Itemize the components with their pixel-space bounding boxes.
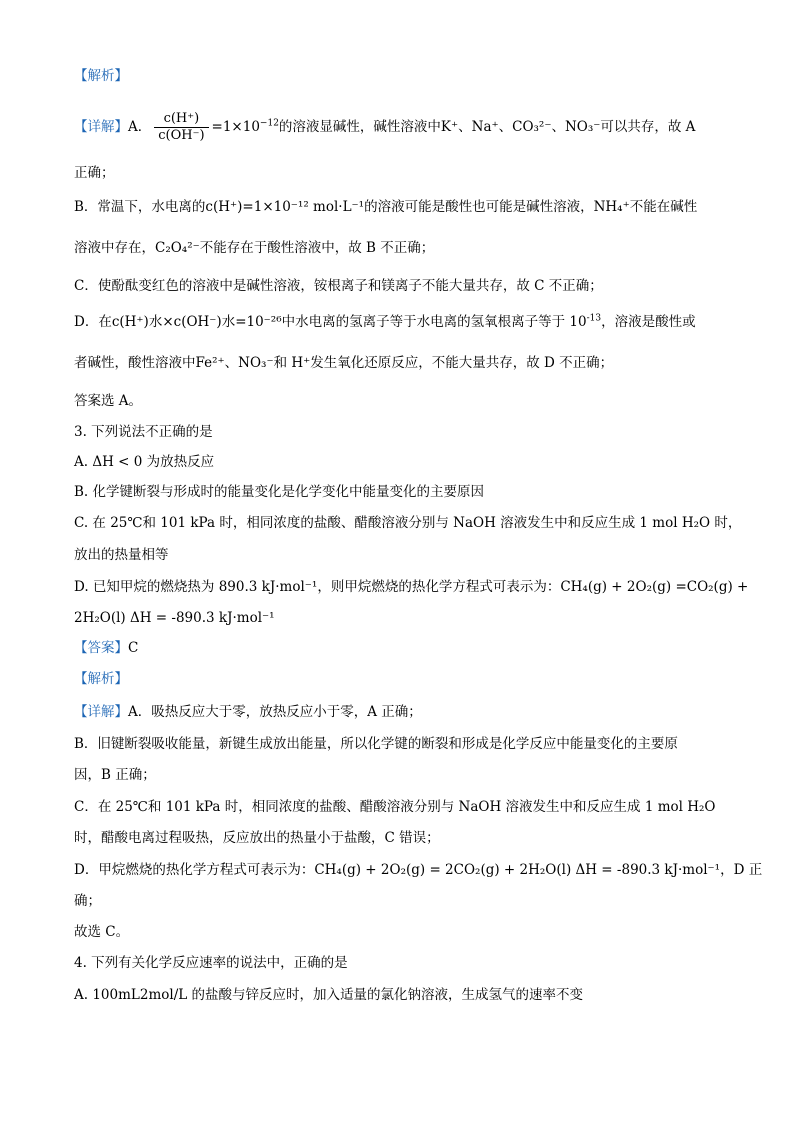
- answer-line: 答案选 A。: [74, 393, 143, 409]
- question-3-option-d-line1: D. 已知甲烷的燃烧热为 890.3 kJ·mol⁻¹，则甲烷燃烧的热化学方程式可表示为：CH₄(g) + 2O₂(g) =CO₂(g) +: [74, 579, 749, 595]
- question-3-analysis-heading: 【解析】: [74, 671, 128, 687]
- question-3-explain-b-line2: 因，B 正确；: [74, 767, 156, 783]
- detail-option-d-line2: 者碱性，酸性溶液中Fe²⁺、NO₃⁻和 H⁺发生氧化还原反应，不能大量共存，故 D 不正确；: [74, 355, 614, 371]
- detail-option-a-line2: 正确；: [74, 165, 115, 181]
- question-3-explain-b-line1: B．旧键断裂吸收能量，新键生成放出能量，所以化学键的断裂和形成是化学反应中能量变化的主要原: [74, 736, 678, 752]
- question-3-stem: 3. 下列说法不正确的是: [74, 424, 213, 440]
- question-4-stem: 4. 下列有关化学反应速率的说法中，正确的是: [74, 955, 348, 971]
- question-3-option-a: A. ΔH < 0 为放热反应: [74, 454, 215, 470]
- question-3-explain-d-line2: 确；: [74, 893, 101, 909]
- detail-option-a-line1: 【详解】A． $\frac{c(H^+)}{c(OH^-)}$ $=1\times 10^{-12}$的溶液显碱性，碱性溶液中K⁺、Na⁺、CO₃²⁻、NO₃⁻可以共存，故 A: [74, 111, 696, 143]
- question-3-option-d-line2: 2H₂O(l) ΔH = -890.3 kJ·mol⁻¹: [74, 610, 275, 626]
- question-3-final-answer: 故选 C。: [74, 924, 130, 940]
- detail-option-b-line1: B．常温下，水电离的c(H⁺)=1×10⁻¹² mol·L⁻¹的溶液可能是酸性也可能是碱性溶液，NH₄⁺不能在碱性: [74, 199, 698, 215]
- detail-option-b-line2: 溶液中存在，C₂O₄²⁻不能存在于酸性溶液中，故 B 不正确；: [74, 240, 435, 256]
- question-3-answer: 【答案】C: [74, 640, 139, 656]
- detail-option-c: C．使酚酞变红色的溶液中是碱性溶液，铵根离子和镁离子不能大量共存，故 C 不正确；: [74, 278, 603, 294]
- analysis-heading: 【解析】: [74, 68, 128, 84]
- question-3-explain-d-line1: D．甲烷燃烧的热化学方程式可表示为：CH₄(g) + 2O₂(g) = 2CO₂(g) + 2H₂O(l) ΔH = -890.3 kJ·mol⁻¹，D 正: [74, 862, 763, 878]
- question-3-option-c-line1: C. 在 25℃和 101 kPa 时，相同浓度的盐酸、醋酸溶液分别与 NaOH 溶液发生中和反应生成 1 mol H₂O 时，: [74, 515, 742, 531]
- question-3-option-b: B. 化学键断裂与形成时的能量变化是化学变化中能量变化的主要原因: [74, 484, 485, 500]
- ratio-fraction: $\frac{c(H^+)}{c(OH^-)}$: [154, 111, 208, 144]
- question-3-option-c-line2: 放出的热量相等: [74, 547, 169, 563]
- question-3-explain-c-line2: 时，醋酸电离过程吸热，反应放出的热量小于盐酸，C 错误；: [74, 830, 440, 846]
- detail-option-d-line1: D．在c(H⁺)水×c(OH⁻)水=10⁻²⁶中水电离的氢离子等于水电离的氢氧根离子等于 $10^{-13}$，溶液是酸性或: [74, 313, 696, 330]
- question-3-explain-c-line1: C．在 25℃和 101 kPa 时，相同浓度的盐酸、醋酸溶液分别与 NaOH 溶液发生中和反应生成 1 mol H₂O: [74, 799, 716, 815]
- question-4-option-a: A. 100mL2mol/L 的盐酸与锌反应时，加入适量的氯化钠溶液，生成氢气的速率不变: [74, 987, 584, 1003]
- question-3-explain-a: 【详解】A．吸热反应大于零，放热反应小于零，A 正确；: [74, 704, 422, 720]
